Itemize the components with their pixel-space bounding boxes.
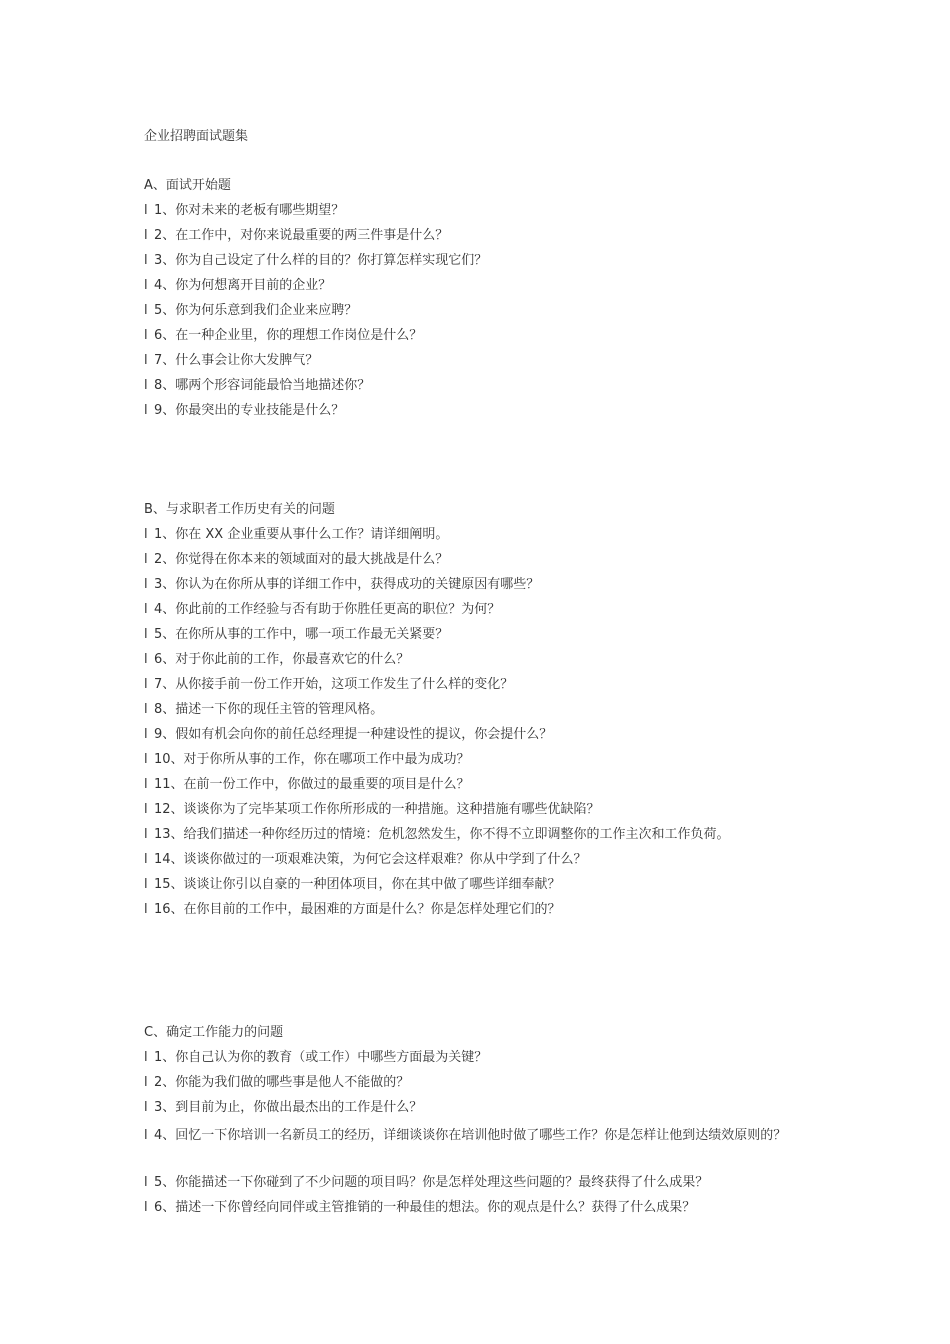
question-text: 9、假如有机会向你的前任总经理提一种建设性的提议，你会提什么？ — [154, 727, 553, 742]
bullet-mark: l — [144, 1050, 148, 1065]
question-text: 6、描述一下你曾经向同伴或主管推销的一种最佳的想法。你的观点是什么？获得了什么成果？ — [154, 1200, 696, 1215]
question-text: 10、对于你所从事的工作，你在哪项工作中最为成功？ — [154, 752, 470, 767]
question-text: 5、在你所从事的工作中，哪一项工作最无关紧要？ — [154, 627, 449, 642]
question-text: 5、你能描述一下你碰到了不少问题的项目吗？你是怎样处理这些问题的？最终获得了什么成果？ — [154, 1175, 709, 1190]
question-item — [144, 525, 824, 550]
question-item — [144, 650, 824, 675]
question-text: 6、对于你此前的工作，你最喜欢它的什么？ — [154, 652, 410, 667]
question-item — [144, 850, 824, 875]
question-item — [144, 401, 824, 426]
bullet-mark: l — [144, 677, 148, 692]
question-item — [144, 625, 824, 650]
question-text: 8、描述一下你的现任主管的管理风格。 — [154, 702, 384, 717]
bullet-mark: l — [144, 328, 148, 343]
question-text: 12、谈谈你为了完毕某项工作你所形成的一种措施。这种措施有哪些优缺陷？ — [154, 802, 600, 817]
question-list — [144, 525, 824, 925]
bullet-mark: l — [144, 802, 148, 817]
question-item — [144, 226, 824, 251]
question-item — [144, 201, 824, 226]
question-item — [144, 700, 824, 725]
question-item — [144, 875, 824, 900]
bullet-mark: l — [144, 627, 148, 642]
question-item — [144, 276, 824, 301]
question-item — [144, 725, 824, 750]
question-item — [144, 1098, 824, 1123]
question-text: 1、你对未来的老板有哪些期望？ — [154, 203, 345, 218]
bullet-mark: l — [144, 1075, 148, 1090]
question-text: 1、你在 XX 企业重要从事什么工作？请详细阐明。 — [154, 527, 449, 542]
bullet-mark: l — [144, 602, 148, 617]
question-text: 4、你为何想离开目前的企业？ — [154, 278, 332, 293]
bullet-mark: l — [144, 228, 148, 243]
question-text: 9、你最突出的专业技能是什么？ — [154, 403, 345, 418]
question-text: 4、你此前的工作经验与否有助于你胜任更高的职位？为何？ — [154, 602, 501, 617]
question-item — [144, 351, 824, 376]
question-item — [144, 1048, 824, 1073]
question-text: 2、在工作中，对你来说最重要的两三件事是什么？ — [154, 228, 449, 243]
question-item — [144, 1173, 824, 1198]
question-item — [144, 1198, 824, 1223]
bullet-mark: l — [144, 353, 148, 368]
question-item — [144, 750, 824, 775]
question-list — [144, 201, 824, 426]
question-text: 8、哪两个形容词能最恰当地描述你？ — [154, 378, 371, 393]
question-text: 16、在你目前的工作中，最困难的方面是什么？你是怎样处理它们的？ — [154, 902, 561, 917]
question-item — [144, 301, 824, 326]
question-text: 2、你觉得在你本来的领域面对的最大挑战是什么？ — [154, 552, 449, 567]
question-text: 14、谈谈你做过的一项艰难决策，为何它会这样艰难？你从中学到了什么？ — [154, 852, 587, 867]
section-c — [144, 1023, 824, 1223]
question-item — [144, 775, 824, 800]
question-text: 1、你自己认为你的教育（或工作）中哪些方面最为关键？ — [154, 1050, 488, 1065]
section-heading: C、确定工作能力的问题 — [144, 1025, 284, 1040]
question-text: 3、到目前为止，你做出最杰出的工作是什么？ — [154, 1100, 423, 1115]
question-item — [144, 575, 824, 600]
bullet-mark: l — [144, 577, 148, 592]
bullet-mark: l — [144, 1200, 148, 1215]
bullet-mark: l — [144, 552, 148, 567]
bullet-mark: l — [144, 827, 148, 842]
bullet-mark: l — [144, 1175, 148, 1190]
bullet-mark: l — [144, 253, 148, 268]
question-item — [144, 675, 824, 700]
section-b — [144, 500, 824, 925]
bullet-mark: l — [144, 1128, 148, 1143]
question-text: 5、你为何乐意到我们企业来应聘？ — [154, 303, 358, 318]
question-text: 7、什么事会让你大发脾气？ — [154, 353, 319, 368]
question-item — [144, 326, 824, 351]
question-text: 4、回忆一下你培训一名新员工的经历，详细谈谈你在培训他时做了哪些工作？你是怎样让他到达绩效原则的？ — [154, 1128, 787, 1143]
question-item — [144, 825, 824, 850]
question-text: 15、谈谈让你引以自豪的一种团体项目，你在其中做了哪些详细奉献？ — [154, 877, 561, 892]
question-text: 2、你能为我们做的哪些事是他人不能做的？ — [154, 1075, 410, 1090]
question-text: 6、在一种企业里，你的理想工作岗位是什么？ — [154, 328, 423, 343]
bullet-mark: l — [144, 727, 148, 742]
section-a — [144, 176, 824, 426]
bullet-mark: l — [144, 877, 148, 892]
question-item — [144, 376, 824, 401]
section-heading: A、面试开始题 — [144, 178, 231, 193]
question-item — [144, 800, 824, 825]
bullet-mark: l — [144, 203, 148, 218]
question-text: 7、从你接手前一份工作开始，这项工作发生了什么样的变化？ — [154, 677, 514, 692]
section-heading: B、与求职者工作历史有关的问题 — [144, 502, 335, 517]
bullet-mark: l — [144, 852, 148, 867]
bullet-mark: l — [144, 527, 148, 542]
bullet-mark: l — [144, 902, 148, 917]
bullet-mark: l — [144, 1100, 148, 1115]
question-item — [144, 600, 824, 625]
question-item — [144, 550, 824, 575]
bullet-mark: l — [144, 303, 148, 318]
bullet-mark: l — [144, 652, 148, 667]
question-item — [144, 1123, 824, 1173]
document-title: 企业招聘面试题集 — [144, 129, 249, 144]
bullet-mark: l — [144, 777, 148, 792]
question-text: 11、在前一份工作中，你做过的最重要的项目是什么？ — [154, 777, 470, 792]
question-text: 3、你为自己设定了什么样的目的？你打算怎样实现它们？ — [154, 253, 488, 268]
bullet-mark: l — [144, 403, 148, 418]
bullet-mark: l — [144, 702, 148, 717]
question-text: 13、给我们描述一种你经历过的情境：危机忽然发生，你不得不立即调整你的工作主次和工作负荷。 — [154, 827, 730, 842]
bullet-mark: l — [144, 752, 148, 767]
bullet-mark: l — [144, 378, 148, 393]
question-item — [144, 1073, 824, 1098]
bullet-mark: l — [144, 278, 148, 293]
question-text: 3、你认为在你所从事的详细工作中，获得成功的关键原因有哪些？ — [154, 577, 540, 592]
question-item — [144, 251, 824, 276]
question-item — [144, 900, 824, 925]
question-list — [144, 1048, 824, 1223]
